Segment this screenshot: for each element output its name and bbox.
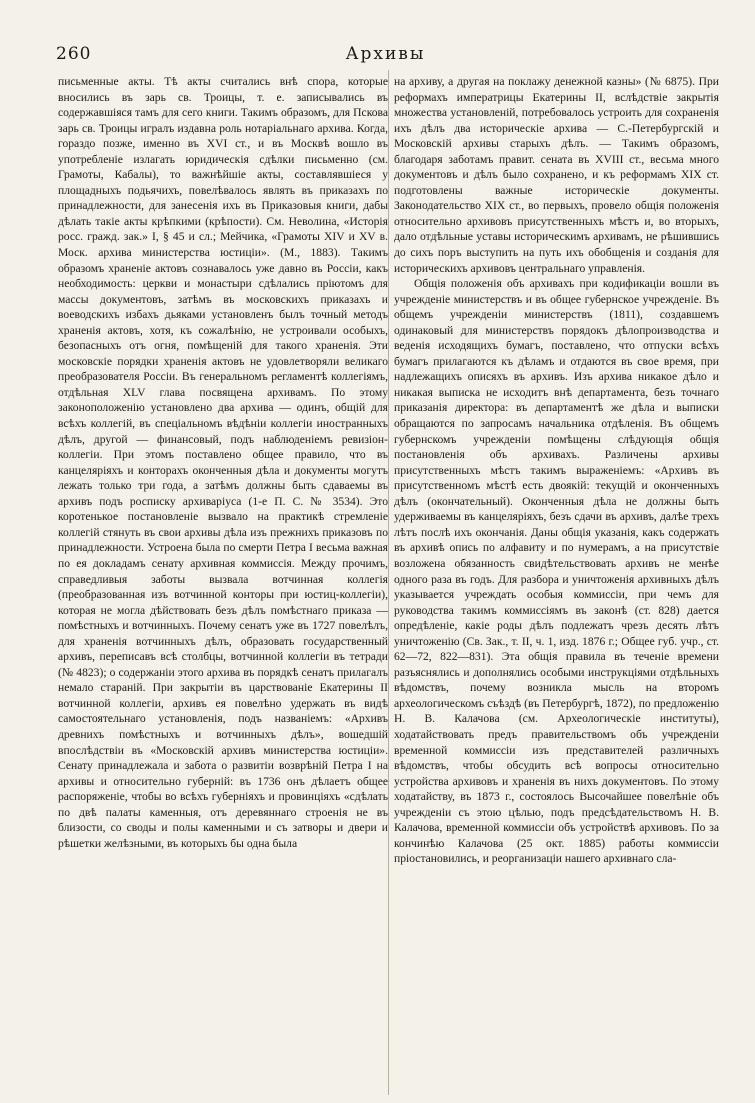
page-header xyxy=(56,44,715,68)
column-divider xyxy=(388,70,389,1095)
running-title: Архивы xyxy=(345,44,426,64)
right-paragraph-2: Общiя положенiя объ архивахъ при кодификацiи вошли въ учрежденiе министерствъ и въ общее губернское учрежденiе. Въ общемъ учрежденiи министерствъ (1811), создавшемъ одинаковый для министерствъ порядокъ дѣлопроизводства и веденiя исходящихъ бумагъ, поставлено, что отпуски всѣхъ бумагъ прилагаются къ дѣламъ и отдаются въ свое время, при надлежащихъ описяхъ въ архивъ. Изъ архива никакое дѣло и никакая выписка не исходитъ внѣ департамента, безъ точнаго приказанiя директора: въ департаментѣ же дѣла и выписки обращаются по запросамъ начальника отдѣленiя. Въ общемъ губернскомъ учрежденiи помѣщены слѣдующiя общiя постановленiя объ архивахъ. Различены архивы присутственныхъ мѣстъ такимъ выраженiемъ: «Архивъ въ присутственномъ мѣстѣ есть двоякiй: текущiй и оконченныхъ дѣлъ (окончательный). Оконченныя дѣла не должны быть удерживаемы въ канцелярiяхъ, безъ сдачи въ архивъ, далѣе трехъ лѣтъ послѣ ихъ окончанiя. Даны общiя указанiя, какъ содержать въ архивѣ опись по алфавиту и по нумерамъ, а на присутствiе возложена обязанность свидѣтельствовать архивъ не менѣе одного раза въ годъ. Для разбора и уничтоженiя архивныхъ дѣлъ указывается учреждать особыя коммиссiи, при чемъ для руководства такимъ коммиссiямъ въ законѣ (ст. 828) дается опредѣленiе, какiе роды дѣлъ подлежатъ чрезъ десять лѣтъ уничтоженiю (Св. Зак., т. II, ч. 1, изд. 1876 г.; Общее губ. учр., ст. 62—72, 822—831). Эта общiя правила въ теченiе времени разъяснялись и дополнялись особыми инструкцiями отдѣльныхъ вѣдомствъ, почему возникла мысль на второмъ археологическомъ съѣздѣ (въ Петербургѣ, 1872), по предложенiю Н. В. Калачова (см. Археологическiе институты), ходатайствовать предъ правительствомъ объ учрежденiи временной коммиссiи изъ представителей различныхъ вѣдомствъ, чтобы обсудить всѣ вопросы относительно устройства архивовъ и храненiя въ нихъ документовъ. По этому ходатайству, въ 1873 г., состоялось Высочайшее повелѣнiе объ учрежденiи съ этою цѣлью, подъ предсѣдательствомъ Н. В. Калачова, временной коммиссiи объ устройствѣ архивовъ. По за кончинѣю Калачова (25 окт. 1885) работы коммиссiи прiостановились, и реорганизацiи нашего архивнаго сла- xyxy=(394,277,719,866)
left-column xyxy=(58,74,388,1090)
right-paragraph-1: на архиву, а другая на поклажу денежной казны» (№ 6875). При реформахъ императрицы Екатерины II, вслѣдствiе закрытiя множества установленiй, потребовалось устроить для сохраненiя ихъ дѣлъ два историческiе архива — С.-Петербургскiй и Московскiй архивы старыхъ дѣлъ. — Такимъ образомъ, благодаря заботамъ правит. сената въ XVIII ст., весьма много документовъ и дѣлъ было сохранено, и къ реформамъ XIX ст. подготовлены важные историческiе документы. Законодательство XIX ст., во первыхъ, провело общiя положенiя относительно архивовъ присутственныхъ мѣстъ и, во вторыхъ, дало отдѣльные уставы историческимъ архивамъ, не рѣшившись до сихъ поръ выступить на путь ихъ обобщенiя и созданiя для историческихъ архивовъ центральнаго управленiя. xyxy=(394,75,719,275)
page-number: 260 xyxy=(56,44,92,64)
right-column xyxy=(394,74,719,1090)
left-paragraph-1: письменные акты. Тѣ акты считались внѣ спора, которые вносились въ зарь св. Троицы, т. е. записывались въ содержавшiяся тамъ для сего книги. Такимъ образомъ, для Пскова зарь св. Троицы игралъ издавна роль нотарiальнаго архива. Когда, гораздо позже, именно въ XVI ст., и въ Москвѣ вошло въ употребленiе излагать юридическiя сдѣлки письменно (см. Грамоты, Кабалы), то важнѣйшiе акты, составлявшiеся у площадныхъ подьячихъ, повелѣвалось являть въ приказахъ по принадлежности, для занесенiя ихъ въ Приказовыя книги, дабы дѣлать такiе акты крѣпкими (крѣпости). См. Неволина, «Исторiя росс. гражд. зак.» I, § 45 и сл.; Мейчика, «Грамоты XIV и XV в. Моск. архива министерства юстицiи». (М., 1883). Такимъ образомъ храненiе актовъ сознавалось уже давно въ Россiи, какъ необходимость: церкви и монастыри сдѣлались прiютомъ для массы документовъ, затѣмъ въ московскихъ приказахъ и воеводскихъ избахъ дьяками установленъ былъ точный методъ храненiя актовъ, хотя, къ сожалѣнiю, не устроивали особыхъ, безопасныхъ отъ огня, помѣщенiй для такого храненiя. Эти московскiе порядки храненiя актовъ не удовлетворяли великаго преобразователя Россiи. Въ генеральномъ регламентѣ коллегiямъ, отдѣльная XLV глава посвящена архивамъ. По этому законоположенiю установлено два архива — одинъ, общiй для всѣхъ коллегiй, въ спецiальномъ вѣдѣнiи коллегiи иностранныхъ дѣлъ, другой — финансовый, подъ наблюденiемъ ревизiон-коллегiи. При этомъ поставлено общее правило, что въ канцелярiяхъ и конторахъ оконченныя дѣла и документы могутъ лежать только три года, а затѣмъ должны быть сдаваемы въ архивъ подъ росписку архиварiуса (1-е П. С. № 3534). Это коротенькое постановленiе вызвало на практикѣ стремленiе коллегiй стянуть въ свои архивы дѣла изъ прежнихъ приказовъ по принадлежности. Устроена была по смерти Петра I весьма важная по ея докладамъ сенату архивная коммиссiя. Между прочимъ, справедливыя заботы вызвала вотчинная коллегiя (преобразованная изъ вотчинной конторы при юстиц-коллегiи), которая не могла дѣйствовать безъ дѣлъ помѣстнаго приказа — помѣстныхъ и вотчинныхъ. Почему сенатъ уже въ 1727 повелѣлъ, для храненiя вотчинныхъ дѣлъ, образовать государственный архивъ, переписавъ всѣ столбцы, вотчинной коллегiи въ тетради (№ 4823); о содержанiи этого архива въ порядкѣ сенатъ прилагалъ немало старанiй. При закрытiи въ царствованiе Екатерины II вотчинной коллегiи, архивъ ея повелѣно удержать въ видѣ самостоятельнаго установленiя, подъ названiемъ: «Архивъ древнихъ помѣстныхъ и вотчинныхъ дѣлъ», вошедшiй впослѣдствiи въ «Московскiй архивъ министерства юстицiи». Сенату принадлежала и забота о развитiи возврѣнiй Петра I на архивы и относительно губернiй: въ 1736 онъ дѣлаетъ общее распоряженiе, чтобы во всѣхъ губернiяхъ и провинцiяхъ «сдѣлать по двѣ палаты каменныя, отъ деревяннаго строенiя не въ близости, со своды и полы каменными и съ затворы и двери и рѣшетки желѣзными, въ которыхъ бы одна была xyxy=(58,75,388,850)
